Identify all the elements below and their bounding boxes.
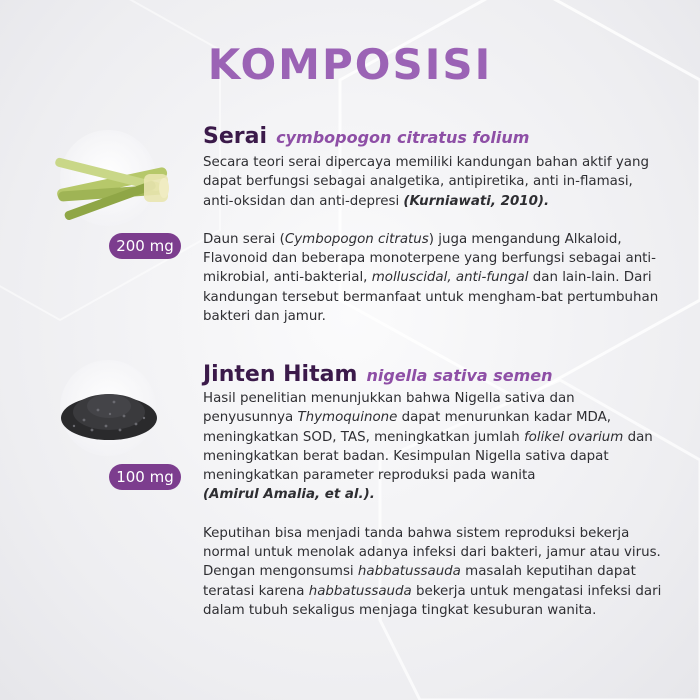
jinten-hitam-name: Jinten Hitam bbox=[203, 362, 358, 387]
jinten-p1-i1: Thymoquinone bbox=[297, 410, 398, 426]
black-cumin-image-frame bbox=[60, 360, 156, 456]
jinten-hitam-scientific-name: nigella sativa semen bbox=[366, 366, 553, 385]
serai-p2-t1: Daun serai ( bbox=[203, 231, 285, 247]
serai-heading bbox=[203, 124, 665, 149]
serai-scientific-name: cymbopogon citratus folium bbox=[276, 128, 530, 147]
jinten-hitam-dose-badge: 100 mg bbox=[109, 464, 181, 490]
jinten-p2-i1: habbatussauda bbox=[357, 564, 461, 580]
serai-p2-i1: Cymbopogon citratus bbox=[284, 231, 429, 247]
jinten-hitam-heading bbox=[203, 362, 665, 387]
lemongrass-image-frame bbox=[60, 130, 156, 226]
black-cumin-seeds-image bbox=[54, 380, 164, 450]
lemongrass-image bbox=[48, 148, 178, 228]
jinten-hitam-section bbox=[203, 362, 665, 620]
jinten-p1-i2: folikel ovarium bbox=[523, 429, 624, 445]
jinten-p2-t2: masalah keputihan dapat teratasi karena bbox=[203, 564, 636, 599]
jinten-p1-t1: Hasil penelitian menunjukkan bahwa Nigella sativa dan penyusunnya bbox=[203, 391, 575, 426]
serai-paragraph-2 bbox=[203, 230, 665, 326]
serai-section bbox=[203, 124, 665, 326]
serai-p2-t2: ) juga mengandung Alkaloid, Flavonoid dan beberapa monoterpene yang berfungsi sebagai anti-mikrobial, anti-bakterial, bbox=[203, 231, 656, 286]
jinten-p1-t2: dapat menurunkan kadar MDA, meningkatkan SOD, TAS, meningkatkan jumlah bbox=[203, 410, 612, 445]
jinten-p2-t1: Keputihan bisa menjadi tanda bahwa sistem reproduksi bekerja normal untuk menolak adanya infeksi dari bakteri, jamur atau virus. Dengan mengonsumsi bbox=[203, 525, 661, 580]
serai-dose-badge: 200 mg bbox=[109, 233, 181, 259]
jinten-p1-reference: (Amirul Amalia, et al.). bbox=[203, 487, 375, 503]
serai-p2-i2: molluscidal, anti-fungal bbox=[371, 270, 529, 286]
jinten-p1-t3: dan meningkatkan berat badan. Kesimpulan Nigella sativa dapat meningkatkan parameter reproduksi pada wanita bbox=[203, 429, 653, 484]
jinten-hitam-paragraph-2 bbox=[203, 524, 665, 620]
jinten-hitam-paragraph-1 bbox=[203, 389, 665, 505]
jinten-p2-i2: habbatussauda bbox=[308, 583, 412, 599]
serai-name: Serai bbox=[203, 124, 268, 149]
jinten-p2-t3: bekerja untuk mengatasi infeksi dari dalam tubuh sekaligus menjaga tingkat kesuburan wanita. bbox=[203, 583, 662, 618]
page-title: KOMPOSISI bbox=[207, 40, 493, 89]
serai-p1-reference: (Kurniawati, 2010). bbox=[403, 193, 550, 209]
serai-paragraph-1 bbox=[203, 153, 665, 211]
serai-p1-text: Secara teori serai dipercaya memiliki kandungan bahan aktif yang dapat berfungsi sebagai analgetika, antipiretika, anti in-flamasi, anti-oksidan dan anti-depresi bbox=[203, 155, 649, 209]
serai-p2-t3: dan lain-lain. Dari kandungan tersebut bermanfaat untuk mengham-bat pertumbuhan bakteri dan jamur. bbox=[203, 270, 659, 325]
